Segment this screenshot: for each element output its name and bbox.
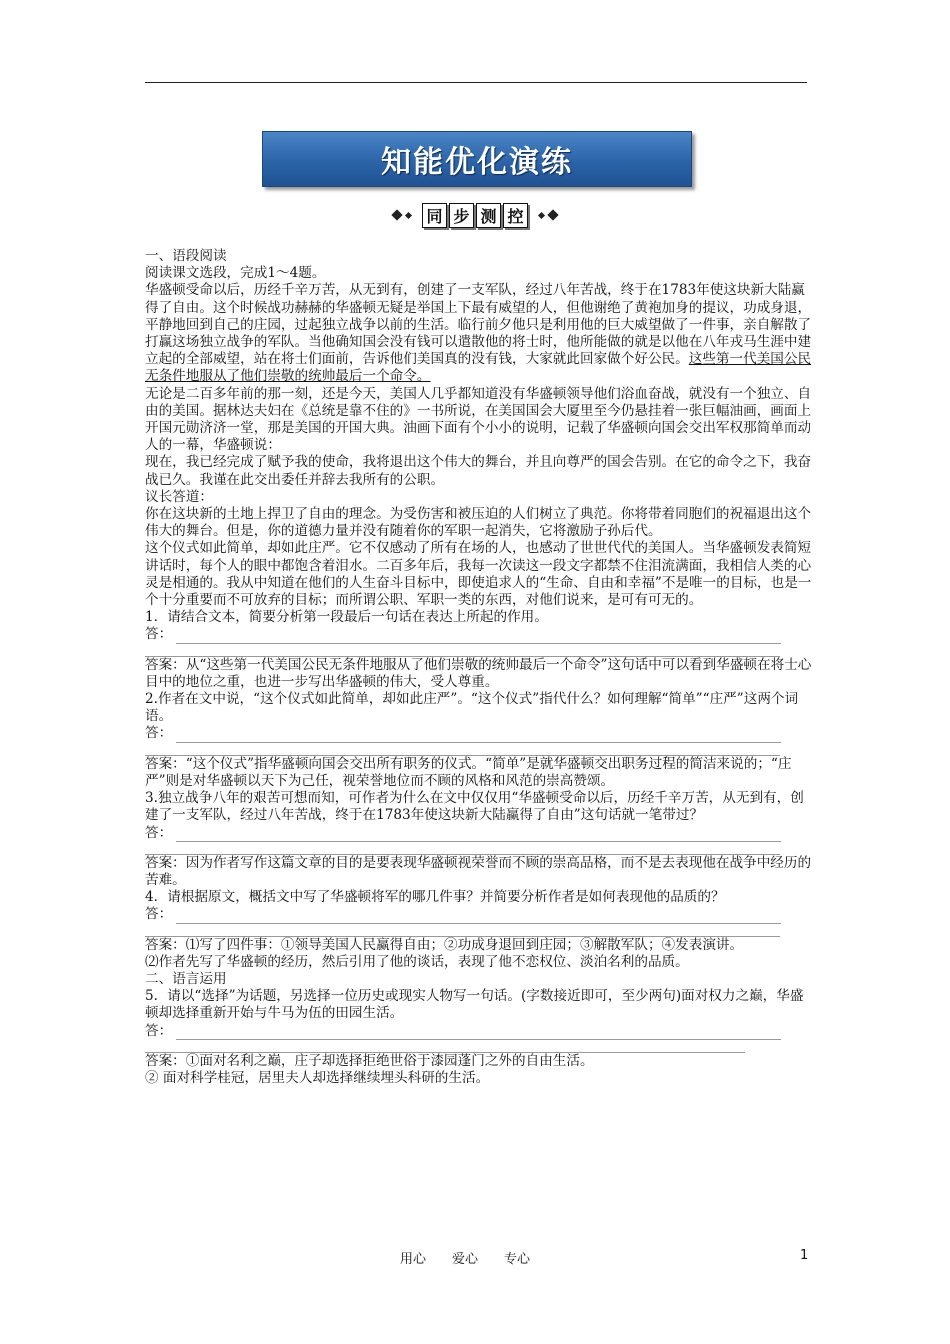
question-4: 4．请根据原文，概括文中写了华盛顿将军的哪几件事？并简要分析作者是如何表现他的品质的？ [145,889,725,906]
footer-motto: 用心 爱心 专心 [400,1252,531,1267]
question-5: 5．请以“选择”为话题，另选择一位历史或现实人物写一句话。(字数接近即可，至少两句)面对权力之巅，华盛顿却选择重新开始与牛马为伍的田园生活。 [145,988,804,1022]
diamond-icon [547,209,558,220]
answer-field[interactable] [145,825,813,842]
diamond-icon [405,211,412,218]
answer-blank [176,631,781,644]
banner-title: 知能优化演练 [381,145,573,180]
section-banner [262,131,692,187]
answer-label: 答： [145,725,173,742]
question-3: 3.独立战争八年的艰苦可想而知，可作者为什么在文中仅仅用“华盛顿受命以后，历经千辛万苦，从无到有，创建了一支军队，经过八年苦战，终于在1783年使这块新大陆赢得了自由”这句话就一笔带过？ [145,790,804,824]
answer-label: 答： [145,626,173,643]
answer-blank-line [145,644,780,657]
page-number: 1 [800,1248,809,1263]
answer-blank [176,730,781,743]
answer-blank [176,829,781,842]
answer-blank-line [145,924,780,937]
section-heading: 一、语段阅读 [145,248,227,264]
passage-paragraph: 议长答道： [145,488,213,505]
instruction: 阅读课文选段，完成1～4题。 [145,265,326,282]
header-rule [145,82,807,83]
page-footer [0,1248,950,1268]
underlined-sentence: 这些第一代美国公民无条件地服从了他们崇敬的统帅最后一个命令。 [145,351,812,385]
passage-paragraph: 现在，我已经完成了赋予我的使命，我将退出这个伟大的舞台，并且向尊严的国会告别。在它的命令之下，我奋战已久。我谨在此交出委任并辞去我所有的公职。 [145,454,812,488]
answer-field[interactable] [145,725,813,742]
answer-field[interactable] [145,1023,813,1040]
question-1: 1．请结合文本，简要分析第一段最后一句话在表达上所起的作用。 [145,609,548,626]
answer-field[interactable] [145,906,813,923]
answer-blank [176,1027,781,1040]
answer-blank-line [145,1040,745,1053]
answer-blank-line [145,842,780,855]
sub-banner-char: 同 [422,203,447,228]
answer-label: 答： [145,824,173,841]
passage-paragraph [145,282,813,385]
sub-banner [360,201,590,229]
answer-2: 答案：“这个仪式”指华盛顿向国会交出所有职务的仪式。“简单”是就华盛顿交出职务过程的简洁来说的；“庄严”则是对华盛顿以天下为己任，视荣誉地位而不顾的风格和风范的崇高赞颂。 [145,755,792,789]
answer-4-part-2: ⑵作者先写了华盛顿的经历，然后引用了他的谈话，表现了他不恋权位、淡泊名利的品质。 [145,953,689,970]
answer-5-item-1: 答案：①面对名利之巅，庄子却选择拒绝世俗于漆园蓬门之外的自由生活。 [145,1052,594,1069]
answer-3: 答案：因为作者写作这篇文章的目的是要表现华盛顿视荣誉而不顾的崇高品格，而不是去表现他在战争中经历的苦难。 [145,854,812,888]
sub-banner-char: 控 [503,203,528,228]
answer-label: 答： [145,1022,173,1039]
answer-label: 答： [145,906,173,923]
sub-banner-boxes [422,203,528,228]
sub-banner-char: 步 [449,203,474,228]
answer-field[interactable] [145,626,813,643]
section-heading: 二、语言运用 [145,970,227,987]
answer-blank [176,911,781,924]
question-2: 2.作者在文中说，“这个仪式如此简单，却如此庄严”。“这个仪式”指代什么？如何理解“简单”“庄严”这两个词语。 [145,691,799,725]
passage-text: 华盛顿受命以后，历经千辛万苦，从无到有，创建了一支军队，经过八年苦战，终于在1783年使这块新大陆赢得了自由。这个时候战功赫赫的华盛顿无疑是举国上下最有威望的人，但他谢绝了黄袍加身的提议，功成身退，平静地回到自己的庄园，过起独立战争以前的生活。临行前夕他只是利用他的巨大威望做了一件事，亲自解散了打赢这场独立战争的军队。当他确知国会没有钱可以遣散他的将士时，他所能做的就是以他在八年戎马生涯中建立起的全部威望，站在将士们面前，告诉他们美国真的没有钱，大家就此回家做个好公民。 [145,282,812,368]
document-body [145,248,813,1087]
answer-5-item-2: ② 面对科学桂冠，居里夫人却选择继续埋头科研的生活。 [145,1069,490,1086]
answer-4-part-1: 答案：⑴写了四件事：①领导美国人民赢得自由；②功成身退回到庄园；③解散军队；④发表演讲。 [145,936,744,953]
passage-paragraph: 这个仪式如此简单，却如此庄严。它不仅感动了所有在场的人，也感动了世世代代的美国人。当华盛顿发表简短讲话时，每个人的眼中都饱含着泪水。二百多年后，我每一次读这一段文字都禁不住泪流满面，我相信人类的心灵是相通的。我从中知道在他们的人生奋斗目标中，即使追求人的“生命、自由和幸福”不是唯一的目标，也是一个十分重要而不可放弃的目标；而所谓公职、军职一类的东西，对他们说来，是可有可无的。 [145,540,812,609]
sub-banner-char: 测 [476,203,501,228]
answer-blank-line [145,743,780,756]
diamond-icon [391,209,402,220]
passage-paragraph: 你在这块新的土地上捍卫了自由的理念。为受伤害和被压迫的人们树立了典范。你将带着同胞们的祝福退出这个伟大的舞台。但是，你的道德力量并没有随着你的军职一起消失，它将激励子孙后代。 [145,506,812,540]
diamond-icon [538,211,545,218]
answer-1: 答案：从“这些第一代美国公民无条件地服从了他们崇敬的统帅最后一个命令”这句话中可以看到华盛顿在将士心目中的地位之重，也进一步写出华盛顿的伟大，受人尊重。 [145,656,812,690]
passage-paragraph: 无论是二百多年前的那一刻，还是今天，美国人几乎都知道没有华盛顿领导他们浴血奋战，就没有一个独立、自由的美国。据林达夫妇在《总统是靠不住的》一书所说，在美国国会大厦里至今仍悬挂着一张巨幅油画，画面上开国元勋济济一堂，那是美国的开国大典。油画下面有个小小的说明，记载了华盛顿向国会交出军权那简单而动人的一幕，华盛顿说： [145,385,812,454]
